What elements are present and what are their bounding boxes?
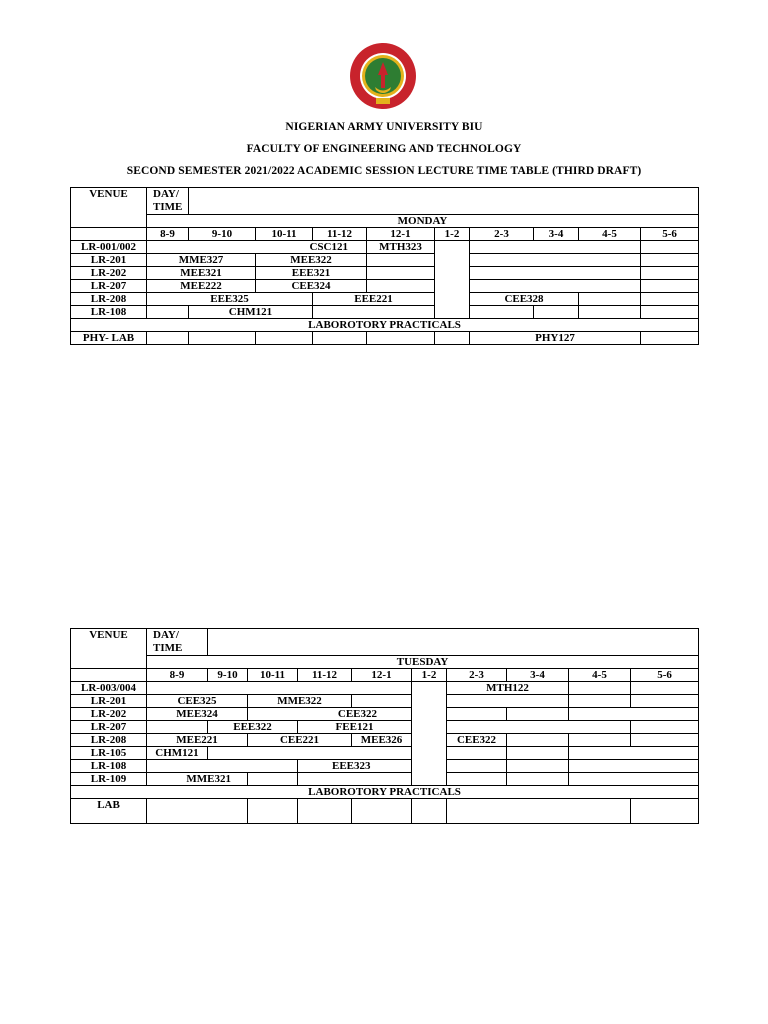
course-cell: CHM121 [189, 306, 313, 319]
venue-header: VENUE [71, 188, 147, 228]
table-row [71, 682, 699, 695]
table-row [71, 734, 699, 747]
course-cell: CEE324 [256, 280, 367, 293]
venue-cell: LR-202 [71, 708, 147, 721]
day-label: TUESDAY [147, 656, 699, 669]
day-time-header: DAY/ TIME [147, 629, 208, 656]
venue-cell: LR-109 [71, 773, 147, 786]
slot: 3-4 [507, 669, 569, 682]
venue-cell: LR-108 [71, 760, 147, 773]
venue-cell: LR-207 [71, 280, 147, 293]
venue-cell: LR-207 [71, 721, 147, 734]
course-cell: EEE325 [147, 293, 313, 306]
table-row [71, 280, 699, 293]
venue-cell: LR-003/004 [71, 682, 147, 695]
venue-cell: LR-201 [71, 254, 147, 267]
university-name: NIGERIAN ARMY UNIVERSITY BIU [285, 121, 483, 133]
course-cell: CHM121 [147, 747, 208, 760]
slot: 1-2 [435, 228, 470, 241]
table-row [71, 708, 699, 721]
day-label: MONDAY [147, 215, 699, 228]
slot: 11-12 [313, 228, 367, 241]
slot: 3-4 [534, 228, 579, 241]
course-cell: CEE322 [248, 708, 412, 721]
slot: 8-9 [147, 669, 208, 682]
venue-header: VENUE [71, 629, 147, 669]
time-slot-row [71, 228, 699, 241]
lab-heading: LABOROTORY PRACTICALS [71, 786, 699, 799]
slot: 8-9 [147, 228, 189, 241]
venue-cell: LAB [71, 799, 147, 824]
venue-cell: LR-208 [71, 293, 147, 306]
course-cell: MEE222 [147, 280, 256, 293]
course-cell: MEE326 [352, 734, 412, 747]
table-row [71, 267, 699, 280]
table-row [71, 799, 699, 824]
slot: 4-5 [579, 228, 641, 241]
day-time-header: DAY/ TIME [147, 188, 189, 215]
slot: 11-12 [298, 669, 352, 682]
venue-cell: LR-202 [71, 267, 147, 280]
monday-timetable [70, 187, 699, 345]
slot: 10-11 [248, 669, 298, 682]
course-cell: MME321 [147, 773, 248, 786]
course-cell: MEE324 [147, 708, 248, 721]
course-cell: PHY127 [470, 332, 641, 345]
university-logo [349, 42, 417, 110]
slot: 2-3 [470, 228, 534, 241]
table-row [71, 254, 699, 267]
course-cell: CEE221 [248, 734, 352, 747]
venue-cell: LR-208 [71, 734, 147, 747]
course-cell: MME327 [147, 254, 256, 267]
course-cell: EEE323 [298, 760, 412, 773]
table-row [71, 695, 699, 708]
table-row [71, 721, 699, 734]
break-column [435, 241, 470, 319]
slot: 9-10 [189, 228, 256, 241]
slot: 2-3 [447, 669, 507, 682]
slot: 9-10 [208, 669, 248, 682]
slot: 12-1 [352, 669, 412, 682]
table-row [71, 760, 699, 773]
course-cell: CSC121 [147, 241, 367, 254]
course-cell: EEE221 [313, 293, 435, 306]
course-cell: MTH122 [447, 682, 569, 695]
venue-cell: LR-108 [71, 306, 147, 319]
slot: 10-11 [256, 228, 313, 241]
course-cell: FEE121 [298, 721, 412, 734]
time-slot-row [71, 669, 699, 682]
course-cell: CEE328 [470, 293, 579, 306]
course-cell: EEE322 [208, 721, 298, 734]
course-cell: MEE321 [147, 267, 256, 280]
venue-cell: LR-201 [71, 695, 147, 708]
venue-cell: PHY- LAB [71, 332, 147, 345]
venue-cell: LR-001/002 [71, 241, 147, 254]
slot: 12-1 [367, 228, 435, 241]
slot: 1-2 [412, 669, 447, 682]
course-cell: MME322 [248, 695, 352, 708]
table-row [71, 332, 699, 345]
tuesday-timetable [70, 628, 699, 824]
course-cell: CEE325 [147, 695, 248, 708]
table-row [71, 241, 699, 254]
lab-heading: LABOROTORY PRACTICALS [71, 319, 699, 332]
course-cell: EEE321 [256, 267, 367, 280]
timetable-title: SECOND SEMESTER 2021/2022 ACADEMIC SESSION LECTURE TIME TABLE (THIRD DRAFT) [126, 165, 642, 177]
table-row [71, 747, 699, 760]
table-row [71, 293, 699, 306]
break-column [412, 682, 447, 786]
venue-cell: LR-105 [71, 747, 147, 760]
course-cell: CEE322 [447, 734, 507, 747]
course-cell: MTH323 [367, 241, 435, 254]
course-cell: MEE322 [256, 254, 367, 267]
table-row [71, 773, 699, 786]
slot: 4-5 [569, 669, 631, 682]
faculty-name: FACULTY OF ENGINEERING AND TECHNOLOGY [246, 143, 522, 155]
slot: 5-6 [631, 669, 699, 682]
course-cell: MEE221 [147, 734, 248, 747]
table-row [71, 306, 699, 319]
slot: 5-6 [641, 228, 699, 241]
